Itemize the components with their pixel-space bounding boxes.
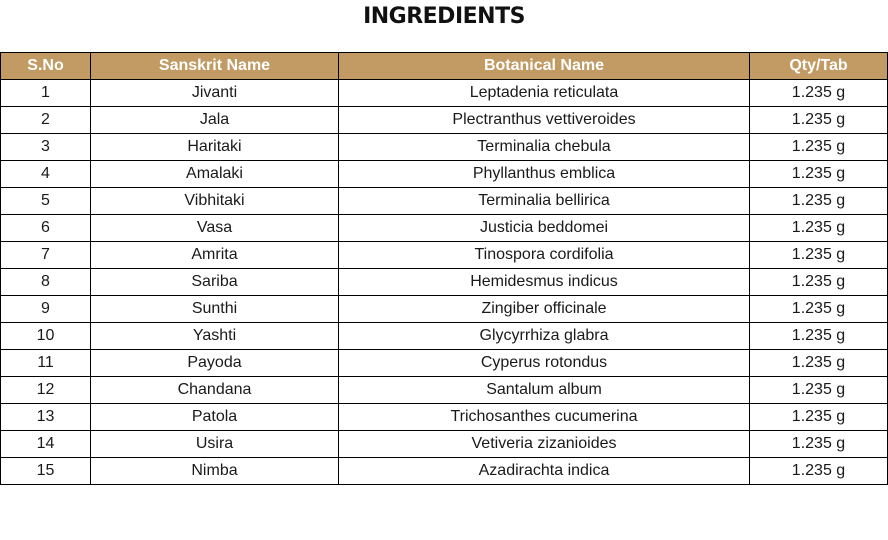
cell-botanical-name: Hemidesmus indicus bbox=[339, 269, 750, 296]
cell-serial-number: 9 bbox=[1, 296, 91, 323]
header-sanskrit-name: Sanskrit Name bbox=[91, 53, 339, 80]
table-header-row bbox=[1, 53, 888, 80]
header-serial-number: S.No bbox=[1, 53, 91, 80]
cell-serial-number: 6 bbox=[1, 215, 91, 242]
cell-sanskrit-name: Vibhitaki bbox=[91, 188, 339, 215]
cell-quantity: 1.235 g bbox=[750, 323, 888, 350]
table-row bbox=[1, 242, 888, 269]
ingredients-table bbox=[0, 52, 888, 485]
cell-sanskrit-name: Vasa bbox=[91, 215, 339, 242]
cell-serial-number: 14 bbox=[1, 431, 91, 458]
header-quantity-per-tab: Qty/Tab bbox=[750, 53, 888, 80]
cell-botanical-name: Cyperus rotondus bbox=[339, 350, 750, 377]
cell-quantity: 1.235 g bbox=[750, 377, 888, 404]
cell-serial-number: 10 bbox=[1, 323, 91, 350]
cell-botanical-name: Glycyrrhiza glabra bbox=[339, 323, 750, 350]
cell-quantity: 1.235 g bbox=[750, 107, 888, 134]
table-row bbox=[1, 377, 888, 404]
cell-sanskrit-name: Patola bbox=[91, 404, 339, 431]
cell-botanical-name: Plectranthus vettiveroides bbox=[339, 107, 750, 134]
table-row bbox=[1, 107, 888, 134]
cell-quantity: 1.235 g bbox=[750, 269, 888, 296]
cell-sanskrit-name: Nimba bbox=[91, 458, 339, 485]
cell-serial-number: 12 bbox=[1, 377, 91, 404]
cell-quantity: 1.235 g bbox=[750, 431, 888, 458]
cell-serial-number: 11 bbox=[1, 350, 91, 377]
cell-sanskrit-name: Amalaki bbox=[91, 161, 339, 188]
cell-serial-number: 5 bbox=[1, 188, 91, 215]
cell-sanskrit-name: Amrita bbox=[91, 242, 339, 269]
cell-sanskrit-name: Payoda bbox=[91, 350, 339, 377]
cell-serial-number: 1 bbox=[1, 80, 91, 107]
cell-botanical-name: Trichosanthes cucumerina bbox=[339, 404, 750, 431]
cell-quantity: 1.235 g bbox=[750, 242, 888, 269]
cell-serial-number: 13 bbox=[1, 404, 91, 431]
cell-botanical-name: Zingiber officinale bbox=[339, 296, 750, 323]
cell-quantity: 1.235 g bbox=[750, 350, 888, 377]
cell-quantity: 1.235 g bbox=[750, 134, 888, 161]
cell-botanical-name: Tinospora cordifolia bbox=[339, 242, 750, 269]
table-row bbox=[1, 296, 888, 323]
table-body bbox=[1, 80, 888, 485]
page-title: INGREDIENTS bbox=[363, 4, 525, 29]
cell-botanical-name: Santalum album bbox=[339, 377, 750, 404]
cell-sanskrit-name: Usira bbox=[91, 431, 339, 458]
table-row bbox=[1, 215, 888, 242]
cell-quantity: 1.235 g bbox=[750, 161, 888, 188]
table-row bbox=[1, 80, 888, 107]
cell-sanskrit-name: Chandana bbox=[91, 377, 339, 404]
table-row bbox=[1, 188, 888, 215]
cell-sanskrit-name: Jala bbox=[91, 107, 339, 134]
cell-botanical-name: Leptadenia reticulata bbox=[339, 80, 750, 107]
cell-serial-number: 7 bbox=[1, 242, 91, 269]
table-row bbox=[1, 269, 888, 296]
table-row bbox=[1, 161, 888, 188]
cell-sanskrit-name: Jivanti bbox=[91, 80, 339, 107]
cell-serial-number: 2 bbox=[1, 107, 91, 134]
table-row bbox=[1, 431, 888, 458]
table-row bbox=[1, 458, 888, 485]
cell-botanical-name: Terminalia chebula bbox=[339, 134, 750, 161]
cell-botanical-name: Vetiveria zizanioides bbox=[339, 431, 750, 458]
cell-quantity: 1.235 g bbox=[750, 215, 888, 242]
cell-quantity: 1.235 g bbox=[750, 458, 888, 485]
cell-serial-number: 15 bbox=[1, 458, 91, 485]
cell-serial-number: 4 bbox=[1, 161, 91, 188]
cell-quantity: 1.235 g bbox=[750, 80, 888, 107]
cell-serial-number: 8 bbox=[1, 269, 91, 296]
cell-sanskrit-name: Sariba bbox=[91, 269, 339, 296]
cell-botanical-name: Justicia beddomei bbox=[339, 215, 750, 242]
table-row bbox=[1, 323, 888, 350]
table-row bbox=[1, 134, 888, 161]
cell-serial-number: 3 bbox=[1, 134, 91, 161]
cell-sanskrit-name: Yashti bbox=[91, 323, 339, 350]
header-botanical-name: Botanical Name bbox=[339, 53, 750, 80]
cell-botanical-name: Azadirachta indica bbox=[339, 458, 750, 485]
cell-sanskrit-name: Haritaki bbox=[91, 134, 339, 161]
table-row bbox=[1, 350, 888, 377]
cell-botanical-name: Terminalia bellirica bbox=[339, 188, 750, 215]
cell-quantity: 1.235 g bbox=[750, 404, 888, 431]
cell-botanical-name: Phyllanthus emblica bbox=[339, 161, 750, 188]
cell-quantity: 1.235 g bbox=[750, 296, 888, 323]
table-row bbox=[1, 404, 888, 431]
cell-sanskrit-name: Sunthi bbox=[91, 296, 339, 323]
cell-quantity: 1.235 g bbox=[750, 188, 888, 215]
